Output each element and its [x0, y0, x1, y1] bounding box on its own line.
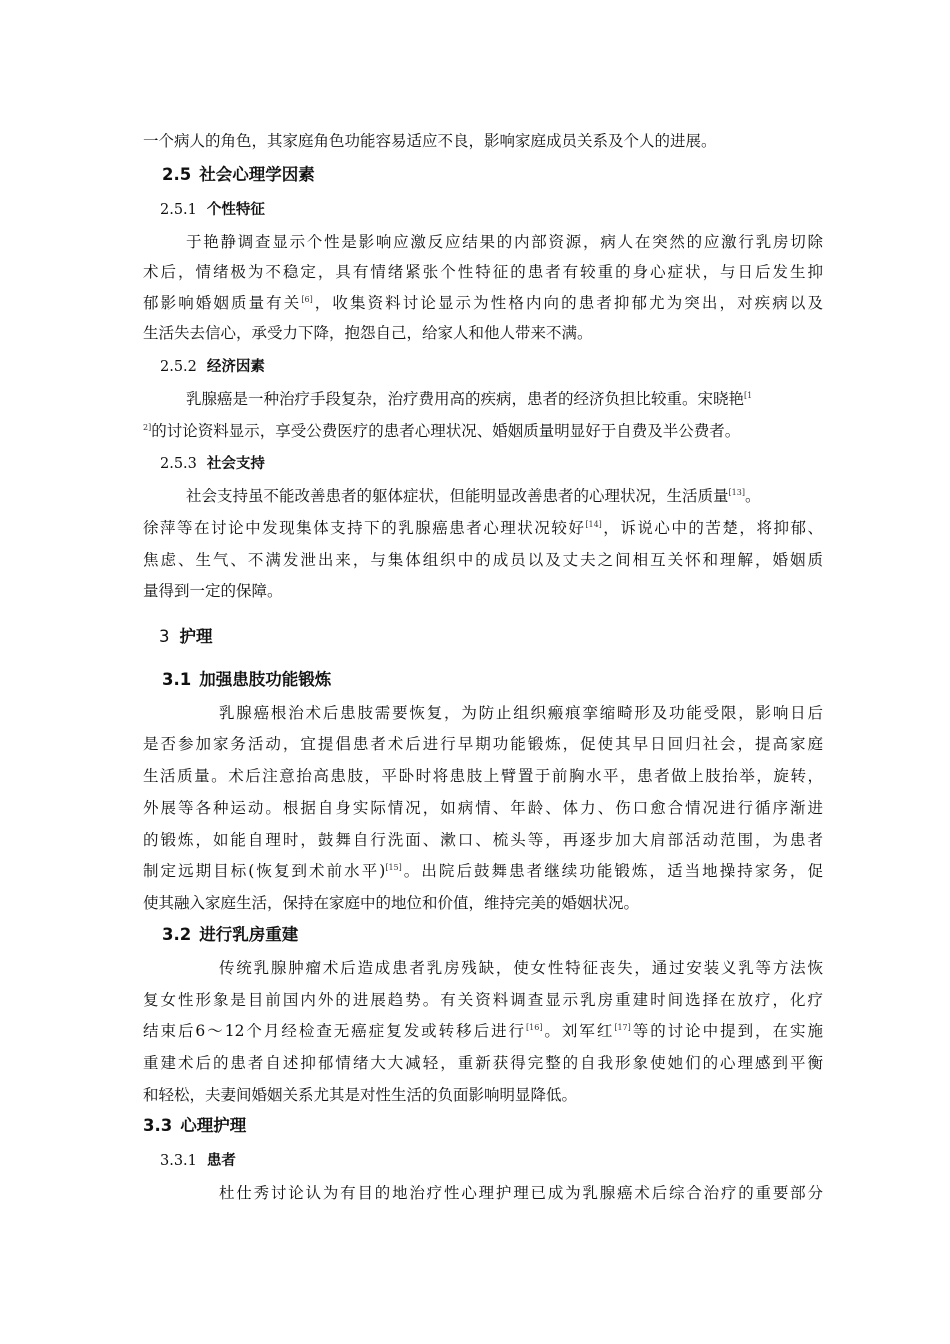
paragraph-line: 徐萍等在讨论中发现集体支持下的乳腺癌患者心理状况较好[14]，诉说心中的苦楚，将抑郁、: [143, 519, 823, 537]
citation: [16]: [526, 1023, 543, 1032]
paragraph-line: 焦虑、生气、不满发泄出来，与集体组织中的成员以及丈夫之间相互关怀和理解，婚姻质: [143, 551, 823, 569]
citation: [14]: [585, 520, 602, 529]
subsection-heading-3-3-1: 3.3.1 患者: [160, 1153, 236, 1169]
paragraph-line: 乳腺癌根治术后患肢需要恢复，为防止组织瘢痕挛缩畸形及功能受限，影响日后: [219, 704, 823, 722]
subsection-heading-2-5-1: 2.5.1 个性特征: [160, 202, 265, 218]
paragraph-line: 外展等各种运动。根据自身实际情况，如病情、年龄、体力、伤口愈合情况进行循序渐进: [143, 799, 823, 817]
citation: [13]: [728, 488, 745, 497]
paragraph-line: 的锻炼，如能自理时，鼓舞自行洗面、漱口、梳头等，再逐步加大肩部活动范围，为患者: [143, 831, 823, 849]
paragraph-line: 生活失去信心，承受力下降，抱怨自己，给家人和他人带来不满。: [143, 324, 593, 342]
citation: [17]: [614, 1023, 631, 1032]
citation: [6]: [301, 295, 313, 304]
section-heading-3-2: 3.2 进行乳房重建: [162, 925, 299, 944]
subsection-heading-2-5-2: 2.5.2 经济因素: [160, 359, 265, 375]
paragraph-line: 制定远期目标(恢复到术前水平)[15]。出院后鼓舞患者继续功能锻炼，适当地操持家务，促: [143, 862, 823, 880]
paragraph-line: 于艳静调查显示个性是影响应激反应结果的内部资源，病人在突然的应激行乳房切除: [186, 233, 823, 251]
citation: 2]: [143, 423, 152, 432]
paragraph-line: 重建术后的患者自述抑郁情绪大大减轻，重新获得完整的自我形象使她们的心理感到平衡: [143, 1054, 823, 1072]
paragraph-line: 生活质量。术后注意抬高患肢，平卧时将患肢上臂置于前胸水平，患者做上肢抬举，旋转，: [143, 767, 823, 785]
paragraph-line: 社会支持虽不能改善患者的躯体症状，但能明显改善患者的心理状况，生活质量[13]。: [186, 487, 761, 505]
paragraph-line: 乳腺癌是一种治疗手段复杂，治疗费用高的疾病，患者的经济负担比较重。宋晓艳$^{[1}$: [186, 390, 753, 408]
subsection-heading-2-5-3: 2.5.3 社会支持: [160, 456, 265, 472]
paragraph-line: 是否参加家务活动，宜提倡患者术后进行早期功能锻炼，促使其早日回归社会，提高家庭: [143, 735, 823, 753]
section-heading-3-3: 3.3 心理护理: [143, 1116, 247, 1135]
paragraph-line: 一个病人的角色，其家庭角色功能容易适应不良，影响家庭成员关系及个人的进展。: [143, 132, 717, 150]
citation: [15]: [385, 863, 402, 872]
citation: [1: [744, 391, 753, 400]
section-heading-2-5: 2.5 社会心理学因素: [162, 165, 315, 184]
chapter-heading-3: 3 护理: [159, 627, 213, 646]
paragraph-line: 和轻松，夫妻间婚姻关系尤其是对性生活的负面影响明显降低。: [143, 1086, 578, 1104]
paragraph-line: $^{2]}$的讨论资料显示，享受公费医疗的患者心理状况、婚姻质量明显好于自费及半公费者。: [143, 422, 741, 440]
paragraph-line: 结束后6～12个月经检查无癌症复发或转移后进行[16]。刘军红[17]等的讨论中提到，在实施: [143, 1022, 823, 1040]
paragraph-line: 术后，情绪极为不稳定，具有情绪紧张个性特征的患者有较重的身心症状，与日后发生抑: [143, 263, 823, 281]
paragraph-line: 量得到一定的保障。: [143, 582, 283, 600]
section-heading-3-1: 3.1 加强患肢功能锻炼: [162, 670, 332, 689]
paragraph-line: 使其融入家庭生活，保持在家庭中的地位和价值，维持完美的婚姻状况。: [143, 894, 640, 912]
paragraph-line: 复女性形象是目前国内外的进展趋势。有关资料调查显示乳房重建时间选择在放疗，化疗: [143, 991, 823, 1009]
paragraph-line: 杜仕秀讨论认为有目的地治疗性心理护理已成为乳腺癌术后综合治疗的重要部分: [219, 1184, 823, 1202]
paragraph-line: 郁影响婚姻质量有关[6]，收集资料讨论显示为性格内向的患者抑郁尤为突出，对疾病以及: [143, 294, 823, 312]
paragraph-line: 传统乳腺肿瘤术后造成患者乳房残缺，使女性特征丧失，通过安装义乳等方法恢: [219, 959, 823, 977]
